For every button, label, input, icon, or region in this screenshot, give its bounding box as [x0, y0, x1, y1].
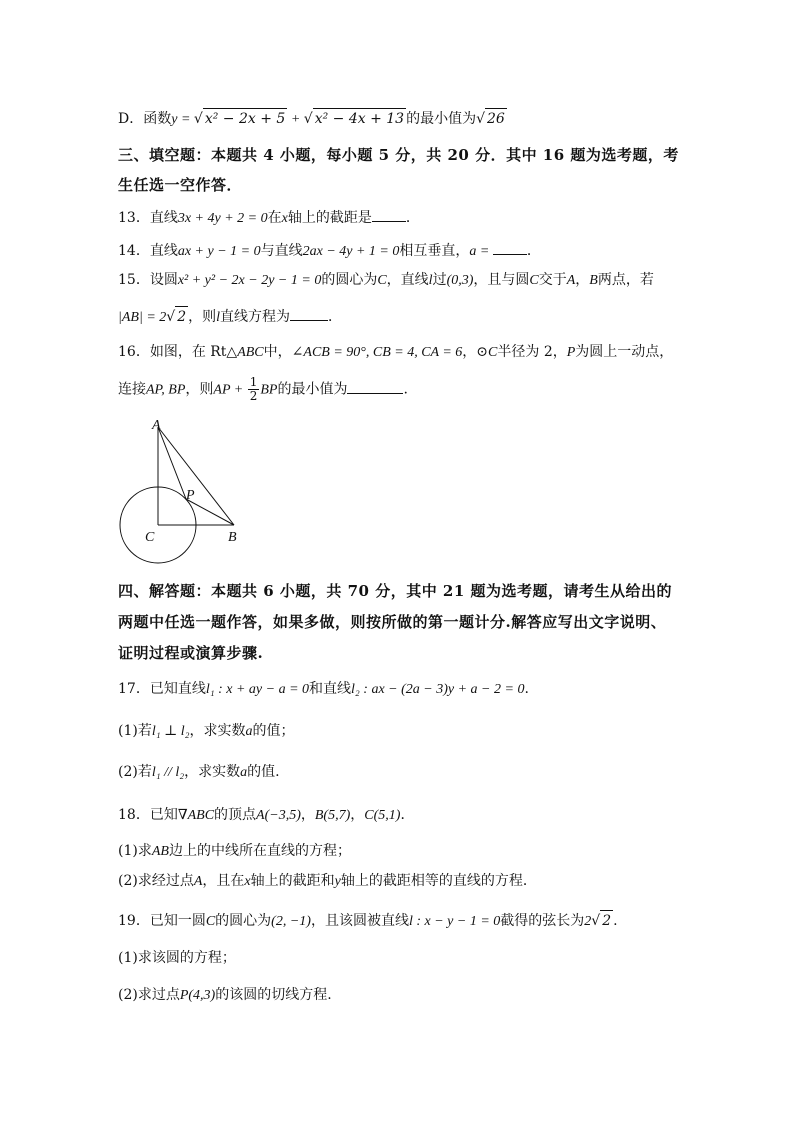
q15-point: (0,3): [446, 273, 474, 288]
q16-frac-num: 1: [249, 375, 258, 389]
section4-heading-line3: 证明过程或演算步骤.: [118, 644, 264, 662]
q19-mid: 的圆心为: [215, 913, 272, 929]
label-a: A: [152, 418, 161, 433]
q16-fraction: [248, 376, 260, 403]
q19-p2-suffix: 的该圆的切线方程.: [215, 987, 332, 1003]
q17-l1: l₁ : x + ay − a = 0: [205, 682, 310, 697]
q18-p2-suffix: 轴上的截距相等的直线的方程．: [340, 873, 537, 889]
q18-p2-mid: ，且在: [202, 873, 245, 889]
geometry-figure: [110, 415, 250, 570]
q17-p2-var: a: [240, 765, 248, 780]
q17-p2-end: 的值.: [247, 764, 280, 780]
segment-ab: [158, 427, 234, 525]
q17-p1-suffix: ，求实数: [189, 723, 246, 739]
q13-prefix: 13．直线: [118, 210, 178, 226]
option-d-mid: 的最小值为: [406, 111, 477, 127]
q17-mid: 和直线: [309, 681, 352, 697]
q15-suffix2: 交于: [538, 272, 567, 288]
q16-expr2: BP: [260, 382, 278, 398]
q16-line2-suffix: 的最小值为: [277, 381, 348, 398]
q15-prefix: 15．设圆: [118, 272, 178, 288]
q13-answer-blank[interactable]: [372, 207, 406, 222]
q13-end: ．: [405, 210, 420, 226]
q16-line2-prefix: 连接: [118, 381, 146, 398]
label-p: P: [186, 488, 195, 503]
question-18-part2: [118, 871, 537, 892]
q14-eq2: 2ax − 4y + 1 = 0: [302, 244, 400, 259]
q14-prefix: 14．直线: [118, 243, 178, 259]
q18-sep2: ，: [350, 807, 365, 823]
question-16-line2: [118, 376, 408, 403]
q15-answer-blank[interactable]: [290, 306, 328, 321]
q18-p1-ab: AB: [151, 844, 169, 859]
q14-var: a =: [469, 244, 493, 259]
q15-line2-suffix: 直线方程为: [220, 309, 290, 325]
q15-eq: = 2: [142, 310, 167, 325]
q18-p2-y: y: [334, 874, 341, 889]
q16-frac-den: 2: [249, 389, 258, 403]
q15-mid3: 过: [432, 272, 447, 288]
question-19: 19．已知一圆C的圆心为(2, −1)，且该圆被直线l : x − y − 1 = 0截得的弦长为2√ 2 .: [118, 910, 618, 932]
q16-mid3: 半径为 2，: [497, 344, 567, 360]
q16-answer-blank[interactable]: [347, 379, 403, 394]
question-13: [118, 207, 420, 229]
q19-prefix: 19．已知一圆: [118, 913, 206, 929]
option-d-plus: +: [287, 112, 304, 127]
q19-line: l : x − y − 1 = 0: [408, 914, 501, 929]
q14-mid: 与直线: [260, 243, 303, 259]
q14-end: ．: [526, 243, 541, 259]
q18-prefix: 18．已知: [118, 807, 178, 823]
q15-line2-end: ．: [328, 309, 342, 325]
q15-end: 两点，若: [597, 272, 654, 288]
q15-sqrt: 2: [175, 306, 188, 327]
q18-p2-a: A: [193, 874, 203, 889]
q15-line2-mid: ，则: [188, 309, 217, 325]
q18-mid: 的顶点: [214, 807, 257, 823]
q19-mid2: ，且该圆被直线: [310, 913, 409, 929]
segment-ap: [158, 427, 186, 499]
label-c: C: [145, 530, 155, 545]
q16-end: 为圆上一动点，: [575, 344, 674, 360]
q17-p2-condition: l₁ // l₂: [151, 765, 185, 780]
q18-point-a: A(−3,5): [256, 808, 301, 823]
q18-point-c: C(5,1): [364, 808, 401, 823]
q19-center: (2, −1): [271, 914, 311, 929]
q15-c2: C: [529, 273, 539, 288]
q13-var: x: [281, 211, 288, 226]
q17-prefix: 17．已知直线: [118, 681, 206, 697]
q19-p2-point: P(4,3): [179, 988, 216, 1003]
q16-mid2: ，⊙: [462, 344, 489, 360]
q15-suffix: ，且与圆: [473, 272, 530, 288]
q15-mid2: ，直线: [386, 272, 429, 288]
question-17-part1: [118, 721, 295, 742]
q14-answer-blank[interactable]: [493, 240, 527, 255]
label-b: B: [228, 530, 237, 545]
question-17-part2: [118, 762, 280, 783]
q18-triangle: ∇ABC: [177, 808, 215, 823]
q15-l: l: [428, 273, 433, 288]
option-d-sqrt2: x² − 4x + 13: [313, 108, 406, 129]
q15-b: B: [589, 273, 598, 288]
q14-eq1: ax + y − 1 = 0: [177, 244, 261, 259]
q16-segments: AP, BP: [146, 382, 186, 398]
q18-p2-x: x: [244, 874, 251, 889]
q13-mid: 在: [267, 210, 282, 226]
q15-abs: |AB|: [118, 310, 143, 325]
question-18-part1: [118, 841, 351, 862]
q17-p1-end: 的值；: [252, 723, 295, 739]
q18-point-b: B(5,7): [314, 808, 351, 823]
q15-c: C: [377, 273, 387, 288]
section3-heading-line1: 三、填空题：本题共 4 小题，每小题 5 分，共 20 分．其中 16 题为选考题，考: [118, 146, 679, 164]
q15-circle-eq: x² + y² − 2x − 2y − 1 = 0: [177, 273, 322, 288]
q19-end: .: [613, 913, 618, 929]
q19-chord-sqrt: 2: [600, 910, 613, 931]
q18-sep1: ，: [300, 807, 315, 823]
question-19-part2: [118, 985, 332, 1006]
q16-prefix: 16．如图，在 Rt△: [118, 344, 238, 360]
q18-end: ．: [400, 807, 415, 823]
q18-p1-prefix: (1)求: [118, 843, 152, 859]
option-d-lhs: y =: [171, 112, 194, 127]
question-15-line2: |AB| = 2√ 2 ，则l直线方程为 ．: [118, 306, 342, 328]
q19-mid3: 截得的弦长为: [500, 913, 585, 929]
question-17: [118, 679, 529, 700]
section4-heading-line1: 四、解答题：本题共 6 小题，共 70 分，其中 21 题为选考题，请考生从给出的: [118, 582, 673, 600]
q17-p2-prefix: (2)若: [118, 764, 152, 780]
q16-p: P: [566, 345, 576, 360]
q15-mid: 的圆心为: [321, 272, 378, 288]
question-15-line1: [118, 270, 654, 291]
section4-heading-line2: 两题中任选一题作答，如果多做，则按所做的第一题计分.解答应写出文字说明、: [118, 613, 667, 631]
q16-expr1: AP +: [213, 382, 247, 398]
q19-chord: 2: [584, 914, 592, 929]
question-19-part1: (1)求该圆的方程；: [118, 950, 236, 966]
q15-a: A: [566, 273, 576, 288]
q16-mid: 中，: [263, 344, 292, 360]
q17-p1-var: a: [245, 724, 253, 739]
option-d: D．函数y = √ x² − 2x + 5 + √ x² − 4x + 13 的最小值为√ 26: [118, 108, 507, 130]
q17-p2-suffix: ，求实数: [184, 764, 241, 780]
section3-heading-line2: 生任选一空作答．: [118, 176, 243, 194]
q15-comma: ，: [575, 272, 590, 288]
q16-c: C: [488, 345, 498, 360]
q18-p2-mid2: 轴上的截距和: [250, 873, 335, 889]
q16-condition: ∠ACB = 90°, CB = 4, CA = 6: [291, 345, 463, 360]
q15-line2-l: l: [216, 310, 220, 325]
q18-p2-prefix: (2)求经过点: [118, 873, 194, 889]
q17-p1-condition: l₁ ⊥ l₂: [151, 724, 190, 739]
q16-line2-mid: ，则: [185, 381, 214, 398]
question-18: [118, 805, 414, 826]
question-14: [118, 240, 541, 262]
q16-line2-end: .: [403, 381, 408, 398]
q17-p1-prefix: (1)若: [118, 723, 152, 739]
q18-p1-suffix: 边上的中线所在直线的方程；: [168, 843, 351, 859]
q16-abc: ABC: [237, 345, 264, 360]
option-d-sqrt1: x² − 2x + 5: [203, 108, 287, 129]
q17-end: .: [524, 681, 529, 697]
option-d-prefix: D．函数: [118, 111, 172, 127]
q13-equation: 3x + 4y + 2 = 0: [177, 211, 268, 226]
q19-p2-prefix: (2)求过点: [118, 987, 180, 1003]
q13-suffix: 轴上的截距是: [287, 210, 372, 226]
q17-l2: l₂ : ax − (2a − 3)y + a − 2 = 0: [351, 682, 525, 697]
question-16-line1: [118, 342, 673, 363]
option-d-sqrt3: 26: [485, 108, 507, 129]
q19-c: C: [205, 914, 216, 929]
q14-suffix: 相互垂直，: [399, 243, 470, 259]
